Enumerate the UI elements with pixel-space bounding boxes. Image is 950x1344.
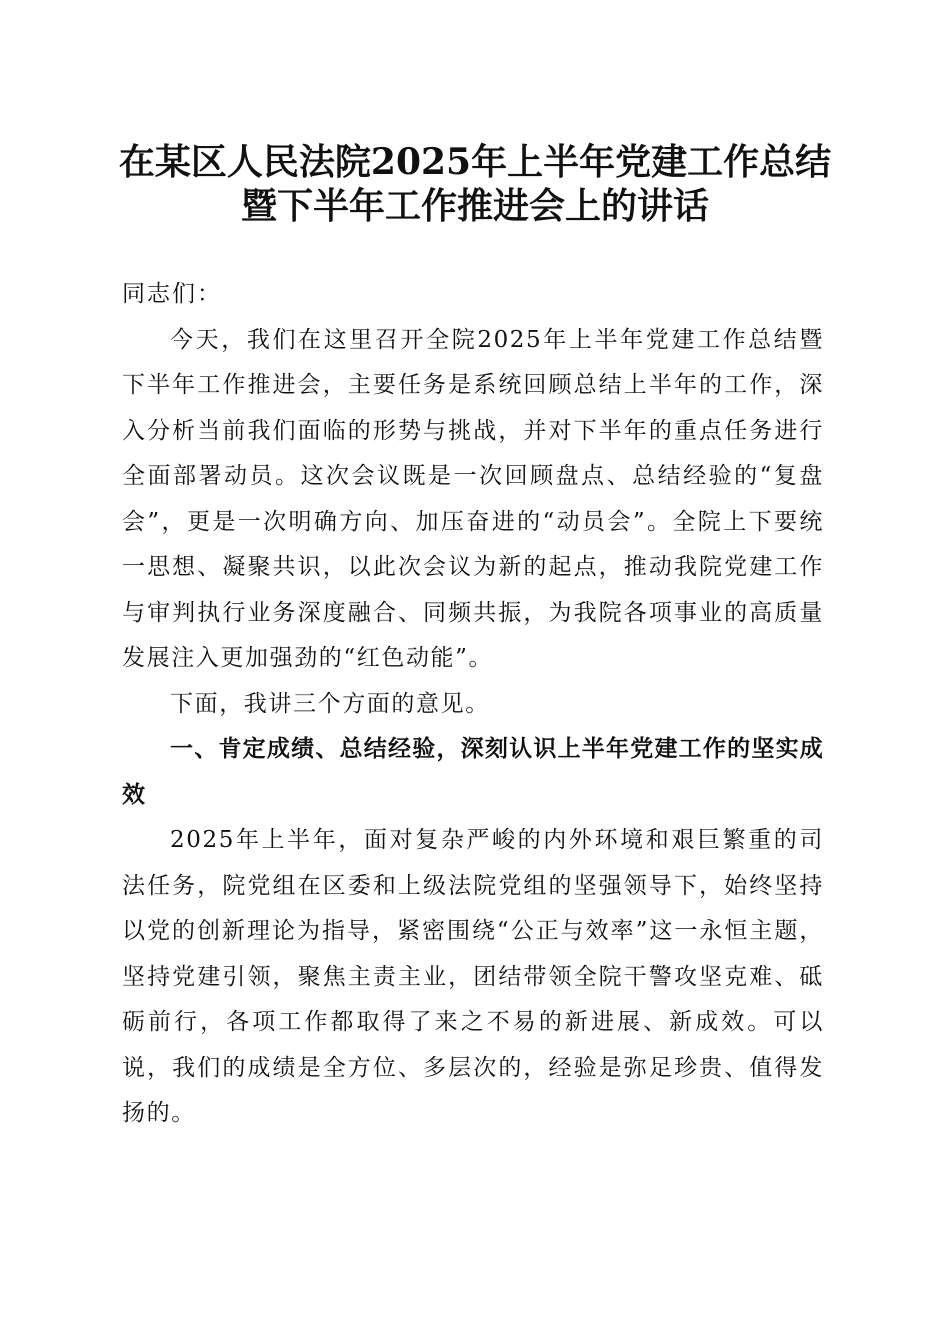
salutation: 同志们： [122, 281, 222, 307]
section-1-heading: 一、肯定成绩、总结经验，深刻认识上半年党建工作的坚实成效 [122, 736, 824, 808]
intro-paragraph: 今天，我们在这里召开全院2025年上半年党建工作总结暨下半年工作推进会，主要任务是系统回顾总结上半年的工作，深入分析当前我们面临的形势与挑战，并对下半年的重点任务进行全面部署动员。这次会议既是一次回顾盘点、总结经验的“复盘会”，更是一次明确方向、加压奋进的“动员会”。全院上下要统一思想、凝聚共识，以此次会议为新的起点，推动我院党建工作与审判执行业务深度融合、同频共振，为我院各项事业的高质量发展注入更加强劲的“红色动能”。 [122, 326, 824, 671]
document-body [122, 272, 824, 1137]
section-1-paragraph: 2025年上半年，面对复杂严峻的内外环境和艰巨繁重的司法任务，院党组在区委和上级法院党组的坚强领导下，始终坚持以党的创新理论为指导，紧密围绕“公正与效率”这一永恒主题，坚持党建引领，聚焦主责主业，团结带领全院干警攻坚克难、砥砺前行，各项工作都取得了来之不易的新进展、新成效。可以说，我们的成绩是全方位、多层次的，经验是弥足珍贵、值得发扬的。 [122, 827, 824, 1126]
outline-paragraph: 下面，我讲三个方面的意见。 [170, 690, 490, 717]
document-title-line-2: 暨下半年工作推进会上的讲话 [240, 185, 709, 227]
document-title-line-1: 在某区人民法院2025年上半年党建工作总结 [118, 141, 832, 183]
